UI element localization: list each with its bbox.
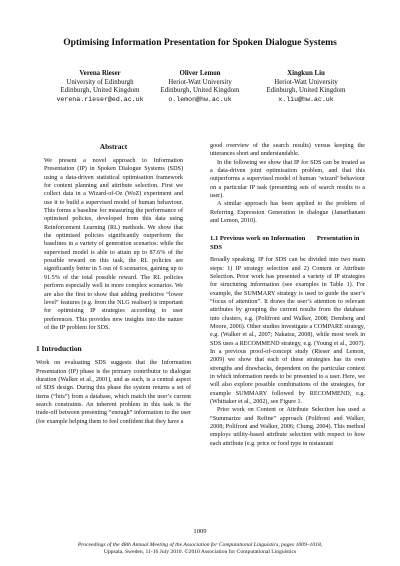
- author-location: Edinburgh, United Kingdom: [266, 87, 346, 95]
- author-block-lemon: [146, 70, 254, 104]
- body-paragraph: good overview of the search results) versus keeping the utterances short and understandable.: [210, 143, 365, 158]
- paper-title: Optimising Information Presentation for Spoken Dialogue Systems: [63, 37, 337, 48]
- left-column: [36, 142, 191, 426]
- body-paragraph: Broadly speaking, IP for SDS can be divided into two main steps: 1) IP strategy selection and 2) Content or Attribute Selection. Prior work has presented a variety of IP strategies for structuring information (see examples in Table 1). For example, the SUMMARY strategy is used to guide the user’s “focus of attention”. It draws the user’s attention to relevant attributes by grouping the current results from the database into clusters, e.g. (Polifroni and Walker, 2008; Demberg and Moore, 2006). Other studies investigate a COMPARE strategy, e.g. (Walker et al., 2007; Nakatsu, 2008), while most work in SDS uses a RECOMMEND strategy, e.g. (Young et al., 2007). In a previous proof-of-concept study (Rieser and Lemon, 2009) we show that each of these strategies has its own strengths and drawbacks, dependent on the particular context in which information needs to be presented to a user. Here, we will also explore possible combinations of the strategies, for example SUMMARY followed by RECOMMEND, e.g. (Whittaker et al., 2002), see Figure 1.: [210, 257, 365, 406]
- author-email: x.liu@hw.ac.uk: [278, 95, 334, 103]
- venue-line: Uppsala, Sweden, 11-16 July 2010. ©2010 Association for Computational Linguistics: [103, 549, 297, 555]
- author-block-liu: [256, 70, 356, 104]
- subsection-heading-previous-work: 1.1 Previous work on Information Presentation in SDS: [210, 235, 360, 251]
- author-email: verena.rieser@ed.ac.uk: [56, 95, 144, 103]
- page-number: 1009: [193, 528, 207, 535]
- body-paragraph: Prior work on Content or Attribute Selection has used a “Summarize and Refine” approach (Polifroni and Walker, 2008; Polifroni and Walker, 2006; Chung, 2004). This method employs utility-based attribute selection with respect to how each attribute (e.g. price or food type in restaurant: [210, 407, 365, 447]
- author-block-rieser: [48, 70, 152, 104]
- section-heading-introduction: 1 Introduction: [36, 344, 82, 354]
- intro-paragraph: Work on evaluating SDS suggests that the Information Presentation (IP) phase is the primary contributor to dialogue duration (Walker et al., 2001), and as such, is a central aspect of SDS design. During this phase the system returns a set of items (“hits”) from a database, which match the user’s current search constraints. An inherent problem in this task is the trade-off between presenting “enough” information to the user (for example helping them to feel confident that they have a: [36, 360, 191, 425]
- right-column: [210, 142, 365, 448]
- abstract-heading: Abstract: [99, 142, 128, 151]
- author-name: Xingkun Liu: [287, 70, 325, 77]
- abstract-text: We present a novel approach to Information Presentation (IP) in Spoken Dialogue Systems (SDS) using a data-driven statistical optimisation framework for content planning and attribute selection. First we collect data in a Wizard-of-Oz (WoZ) experiment and use it to build a supervised model of human behaviour. This forms a baseline for measuring the performance of optimised policies, developed from this data using Reinforcement Learning (RL) methods. We show that the optimised policies significantly outperform the baselines in a variety of generation scenarios: while the supervised model is able to attain up to 87.6% of the possible reward on this task, the RL policies are significantly better in 5 out of 6 scenarios, gaining up to 91.5% of the total possible reward. The RL policies perform especially well in more complex scenarios. We are also the first to show that adding predictive “lower level” features (e.g. from the NLG realiser) is important for optimising IP strategies according to user preferences. This provides new insights into the nature of the IP problem for SDS.: [44, 158, 183, 331]
- body-paragraph: A similar approach has been applied to the problem of Referring Expression Generation in dialogue (Janarthanam and Lemon, 2010).: [210, 201, 365, 225]
- author-email: o.lemon@hw.ac.uk: [168, 95, 232, 103]
- proceedings-line: Proceedings of the 48th Annual Meeting of the Association for Computational Linguistics, pages 1009–1018,: [77, 542, 323, 548]
- author-name: Verena Rieser: [79, 70, 121, 77]
- author-name: Oliver Lemon: [179, 70, 221, 77]
- author-location: Edinburgh, United Kingdom: [60, 87, 140, 95]
- author-location: Edinburgh, United Kingdom: [160, 87, 240, 95]
- author-affiliation: Heriot-Watt University: [274, 78, 338, 86]
- author-affiliation: Heriot-Watt University: [168, 78, 232, 86]
- body-paragraph: In the following we show that IP for SDS can be treated as a data-driven joint optimisation problem, and that this outperforms a supervised model of human ‘wizard’ behaviour on a particular IP task (presenting sets of search results to a user).: [210, 159, 365, 200]
- author-affiliation: University of Edinburgh: [66, 78, 134, 86]
